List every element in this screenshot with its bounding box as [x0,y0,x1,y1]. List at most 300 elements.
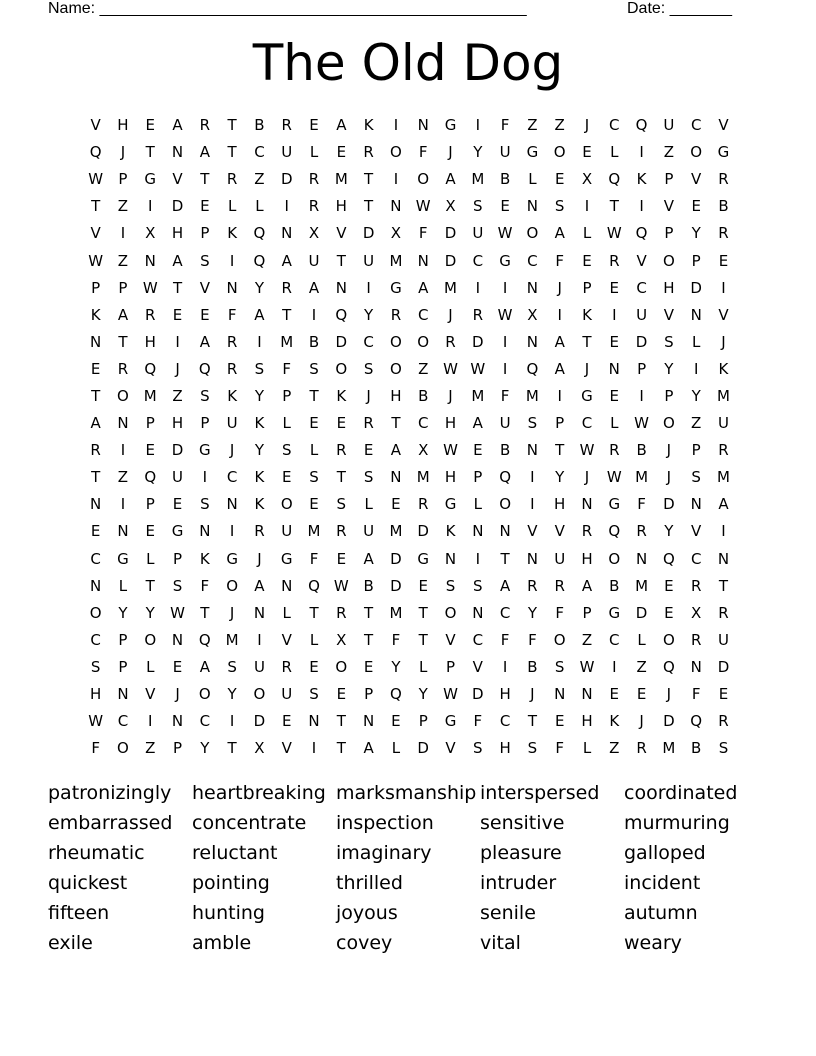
grid-letter[interactable]: M [635,468,649,487]
grid-letter[interactable]: C [226,468,238,487]
grid-letter[interactable]: P [637,359,647,378]
grid-letter[interactable]: T [364,197,374,216]
grid-letter[interactable]: H [663,278,675,297]
grid-letter[interactable]: V [718,305,729,324]
grid-letter[interactable]: N [281,224,293,243]
grid-letter[interactable]: E [718,685,729,704]
grid-letter[interactable]: E [145,441,155,460]
grid-letter[interactable]: R [336,603,347,622]
grid-letter[interactable]: V [554,522,565,541]
grid-letter[interactable]: A [90,414,101,433]
grid-letter[interactable]: T [364,603,374,622]
grid-letter[interactable]: M [280,332,294,351]
grid-letter[interactable]: P [145,414,155,433]
grid-letter[interactable]: G [608,603,621,622]
grid-letter[interactable]: A [363,549,374,568]
grid-letter[interactable]: H [554,495,566,514]
grid-letter[interactable]: Y [227,685,237,704]
grid-letter[interactable]: O [390,143,402,162]
grid-letter[interactable]: E [200,305,210,324]
grid-letter[interactable]: H [444,414,457,433]
grid-letter[interactable]: W [497,224,513,243]
grid-letter[interactable]: I [257,332,262,351]
grid-letter[interactable]: P [200,224,210,243]
grid-letter[interactable]: I [393,170,399,189]
grid-letter[interactable]: Q [308,576,320,595]
grid-letter[interactable]: M [389,522,403,541]
grid-letter[interactable]: G [581,386,593,405]
grid-letter[interactable]: S [527,739,538,758]
grid-letter[interactable]: S [281,441,292,460]
grid-letter[interactable]: I [475,278,481,297]
grid-letter[interactable]: L [637,630,646,649]
grid-letter[interactable]: E [418,576,428,595]
grid-letter[interactable]: Z [636,657,647,676]
grid-letter[interactable]: B [691,739,702,758]
grid-letter[interactable]: D [253,712,266,731]
grid-letter[interactable]: H [581,712,593,731]
grid-letter[interactable]: V [199,278,210,297]
grid-letter[interactable]: E [90,522,101,541]
grid-letter[interactable]: A [254,576,265,595]
grid-letter[interactable]: I [530,495,535,514]
grid-letter[interactable]: E [309,116,319,135]
date-field[interactable]: Date: _______ [627,0,732,17]
grid-letter[interactable]: Q [390,685,402,704]
grid-letter[interactable]: K [254,468,265,487]
grid-letter[interactable]: N [90,576,102,595]
grid-letter[interactable]: V [691,522,702,541]
grid-letter[interactable]: Y [664,359,674,378]
grid-letter[interactable]: S [200,495,210,514]
grid-letter[interactable]: E [336,414,347,433]
grid-letter[interactable]: Z [117,251,129,270]
grid-letter[interactable]: S [473,197,483,216]
grid-letter[interactable]: A [199,657,210,676]
grid-letter[interactable]: Q [635,116,648,135]
grid-letter[interactable]: R [527,576,538,595]
grid-letter[interactable]: P [691,251,701,270]
grid-letter[interactable]: P [418,712,428,731]
grid-letter[interactable]: I [229,522,235,541]
grid-letter[interactable]: E [391,495,401,514]
grid-letter[interactable]: C [199,712,211,731]
grid-letter[interactable]: G [526,143,539,162]
grid-letter[interactable]: S [527,414,538,433]
grid-letter[interactable]: E [172,657,183,676]
grid-letter[interactable]: T [418,630,428,649]
grid-letter[interactable]: S [363,468,374,487]
grid-letter[interactable]: W [88,712,104,731]
grid-letter[interactable]: U [717,630,729,649]
grid-letter[interactable]: K [254,414,265,433]
grid-letter[interactable]: Y [118,603,128,622]
grid-letter[interactable]: E [473,441,483,460]
grid-letter[interactable]: M [389,603,403,622]
grid-letter[interactable]: K [445,522,456,541]
grid-letter[interactable]: E [500,197,510,216]
grid-letter[interactable]: F [418,143,428,162]
grid-letter[interactable]: T [391,414,401,433]
grid-letter[interactable]: A [363,739,374,758]
grid-letter[interactable]: T [418,603,428,622]
grid-letter[interactable]: C [254,143,265,162]
grid-letter[interactable]: L [610,143,619,162]
grid-letter[interactable]: N [526,441,539,460]
grid-letter[interactable]: T [364,170,374,189]
grid-letter[interactable]: R [472,305,484,324]
grid-letter[interactable]: Y [473,143,483,162]
grid-letter[interactable]: E [336,549,347,568]
grid-letter[interactable]: I [120,441,126,460]
grid-letter[interactable]: Q [662,657,675,676]
grid-letter[interactable]: Y [364,305,374,324]
grid-letter[interactable]: J [584,359,590,378]
grid-letter[interactable]: C [609,630,620,649]
grid-letter[interactable]: G [444,495,457,514]
grid-letter[interactable]: R [690,630,702,649]
grid-letter[interactable]: M [471,170,485,189]
grid-letter[interactable]: X [527,305,538,324]
grid-letter[interactable]: M [471,386,485,405]
grid-letter[interactable]: X [581,170,593,189]
grid-letter[interactable]: R [281,657,292,676]
grid-letter[interactable]: Q [253,224,266,243]
grid-letter[interactable]: I [557,305,562,324]
grid-letter[interactable]: T [582,332,592,351]
grid-letter[interactable]: T [91,197,101,216]
grid-letter[interactable]: A [172,251,183,270]
grid-letter[interactable]: U [717,414,729,433]
grid-letter[interactable]: S [664,332,674,351]
grid-letter[interactable]: A [308,278,320,297]
grid-letter[interactable]: D [444,251,457,270]
grid-letter[interactable]: L [227,197,237,216]
grid-letter[interactable]: I [257,630,262,649]
grid-letter[interactable]: D [472,685,484,704]
grid-letter[interactable]: W [333,576,349,595]
grid-letter[interactable]: W [443,685,458,704]
grid-letter[interactable]: Q [690,712,703,731]
grid-letter[interactable]: D [280,170,293,189]
grid-letter[interactable]: S [554,657,565,676]
grid-letter[interactable]: E [609,278,620,297]
grid-letter[interactable]: X [254,739,265,758]
grid-letter[interactable]: U [499,143,511,162]
grid-letter[interactable]: P [200,414,210,433]
grid-letter[interactable]: E [200,197,210,216]
grid-letter[interactable]: B [254,116,265,135]
grid-letter[interactable]: F [555,739,565,758]
grid-letter[interactable]: Q [198,359,211,378]
grid-letter[interactable]: L [419,657,428,676]
grid-letter[interactable]: S [473,739,483,758]
grid-letter[interactable]: Q [499,468,511,487]
grid-letter[interactable]: U [226,414,238,433]
grid-letter[interactable]: C [499,603,511,622]
grid-letter[interactable]: J [557,278,562,297]
grid-letter[interactable]: G [280,549,293,568]
grid-letter[interactable]: L [582,224,592,243]
grid-letter[interactable]: N [690,495,702,514]
grid-letter[interactable]: T [336,251,346,270]
grid-letter[interactable]: P [473,468,483,487]
grid-letter[interactable]: X [336,630,347,649]
grid-letter[interactable]: M [717,386,730,405]
grid-letter[interactable]: P [664,224,674,243]
grid-letter[interactable]: J [666,685,672,704]
grid-letter[interactable]: P [91,278,101,297]
grid-letter[interactable]: M [307,522,321,541]
grid-letter[interactable]: E [172,305,183,324]
grid-letter[interactable]: I [502,657,508,676]
grid-letter[interactable]: T [118,332,128,351]
grid-letter[interactable]: C [363,332,374,351]
grid-letter[interactable]: O [662,414,675,433]
grid-letter[interactable]: Z [254,170,265,189]
grid-letter[interactable]: Q [608,170,621,189]
grid-letter[interactable]: Y [418,685,428,704]
grid-letter[interactable]: N [499,522,511,541]
grid-letter[interactable]: E [718,251,729,270]
grid-letter[interactable]: Q [662,549,675,568]
grid-letter[interactable]: C [581,414,593,433]
grid-letter[interactable]: N [608,359,620,378]
grid-letter[interactable]: T [309,603,319,622]
grid-letter[interactable]: H [90,685,102,704]
grid-letter[interactable]: R [417,495,429,514]
grid-letter[interactable]: U [636,305,648,324]
grid-letter[interactable]: B [418,386,429,405]
grid-letter[interactable]: N [117,522,129,541]
grid-letter[interactable]: N [690,305,702,324]
grid-letter[interactable]: R [718,712,729,731]
grid-letter[interactable]: N [472,603,484,622]
grid-letter[interactable]: R [609,251,620,270]
grid-letter[interactable]: K [636,170,647,189]
grid-letter[interactable]: P [118,278,128,297]
grid-letter[interactable]: D [717,657,730,676]
grid-letter[interactable]: Z [117,468,129,487]
grid-letter[interactable]: H [335,197,347,216]
grid-letter[interactable]: D [390,549,402,568]
grid-letter[interactable]: S [718,739,729,758]
grid-letter[interactable]: H [499,685,511,704]
grid-letter[interactable]: E [554,170,565,189]
grid-letter[interactable]: W [88,170,104,189]
grid-letter[interactable]: N [526,549,539,568]
grid-letter[interactable]: Y [145,603,155,622]
grid-letter[interactable]: M [635,576,649,595]
grid-letter[interactable]: Q [89,143,102,162]
grid-letter[interactable]: R [226,170,238,189]
grid-letter[interactable]: Z [554,116,565,135]
grid-letter[interactable]: C [90,630,101,649]
grid-letter[interactable]: M [416,468,430,487]
grid-letter[interactable]: T [145,143,155,162]
grid-letter[interactable]: V [691,170,702,189]
grid-letter[interactable]: J [366,386,371,405]
grid-letter[interactable]: V [527,522,538,541]
grid-letter[interactable]: I [311,305,317,324]
grid-letter[interactable]: I [721,278,726,297]
grid-letter[interactable]: V [90,116,101,135]
grid-letter[interactable]: T [336,468,346,487]
grid-letter[interactable]: N [717,549,730,568]
grid-letter[interactable]: I [475,549,481,568]
grid-letter[interactable]: A [472,414,483,433]
grid-letter[interactable]: I [584,197,590,216]
grid-letter[interactable]: R [308,197,320,216]
grid-letter[interactable]: I [229,251,235,270]
grid-letter[interactable]: R [581,522,593,541]
grid-letter[interactable]: O [662,251,675,270]
grid-letter[interactable]: Z [172,386,183,405]
grid-letter[interactable]: G [226,549,238,568]
grid-letter[interactable]: D [472,332,484,351]
grid-letter[interactable]: O [608,549,621,568]
grid-letter[interactable]: L [282,603,291,622]
grid-letter[interactable]: H [499,739,511,758]
grid-letter[interactable]: R [718,441,729,460]
grid-letter[interactable]: G [144,170,157,189]
grid-letter[interactable]: E [336,143,347,162]
grid-letter[interactable]: R [254,522,265,541]
grid-letter[interactable]: I [311,739,317,758]
grid-letter[interactable]: N [171,630,184,649]
grid-letter[interactable]: F [91,739,100,758]
grid-letter[interactable]: N [117,685,129,704]
grid-letter[interactable]: I [229,712,235,731]
grid-letter[interactable]: M [525,386,539,405]
grid-letter[interactable]: V [90,224,101,243]
grid-letter[interactable]: K [199,549,210,568]
grid-letter[interactable]: O [335,359,348,378]
grid-letter[interactable]: J [175,685,180,704]
grid-letter[interactable]: D [690,278,702,297]
grid-letter[interactable]: C [636,278,647,297]
grid-letter[interactable]: S [473,576,483,595]
grid-letter[interactable]: W [634,414,649,433]
grid-letter[interactable]: F [227,305,237,324]
grid-letter[interactable]: S [200,251,210,270]
grid-letter[interactable]: V [445,739,456,758]
grid-letter[interactable]: L [692,332,701,351]
grid-letter[interactable]: Y [691,386,701,405]
grid-letter[interactable]: W [415,197,431,216]
grid-letter[interactable]: O [390,332,402,351]
grid-letter[interactable]: X [390,224,402,243]
grid-letter[interactable]: V [281,630,292,649]
grid-letter[interactable]: G [444,116,457,135]
grid-letter[interactable]: S [309,468,319,487]
grid-letter[interactable]: X [145,224,156,243]
grid-letter[interactable]: D [417,522,429,541]
grid-letter[interactable]: A [718,495,729,514]
grid-letter[interactable]: I [639,197,644,216]
grid-letter[interactable]: O [662,630,675,649]
grid-letter[interactable]: N [417,251,429,270]
grid-letter[interactable]: F [500,116,510,135]
grid-letter[interactable]: O [144,630,157,649]
grid-letter[interactable]: T [336,712,346,731]
grid-letter[interactable]: K [582,305,592,324]
grid-letter[interactable]: A [254,305,265,324]
grid-letter[interactable]: A [117,305,129,324]
grid-letter[interactable]: J [584,468,590,487]
grid-letter[interactable]: W [579,441,595,460]
grid-letter[interactable]: A [336,116,347,135]
grid-letter[interactable]: N [144,251,156,270]
grid-letter[interactable]: T [500,549,510,568]
grid-letter[interactable]: G [499,251,511,270]
grid-letter[interactable]: N [390,197,402,216]
grid-letter[interactable]: A [554,332,565,351]
grid-letter[interactable]: J [229,441,235,460]
grid-letter[interactable]: R [554,576,565,595]
grid-letter[interactable]: T [718,576,729,595]
grid-letter[interactable]: T [145,576,155,595]
grid-letter[interactable]: V [718,116,729,135]
grid-letter[interactable]: F [555,251,565,270]
grid-letter[interactable]: R [145,305,156,324]
grid-letter[interactable]: P [664,386,674,405]
grid-letter[interactable]: F [555,603,565,622]
grid-letter[interactable]: I [366,278,371,297]
grid-letter[interactable]: G [717,143,730,162]
grid-letter[interactable]: S [172,576,183,595]
grid-letter[interactable]: E [309,495,319,514]
grid-letter[interactable]: N [526,197,539,216]
grid-letter[interactable]: V [472,657,483,676]
grid-letter[interactable]: K [336,386,347,405]
grid-letter[interactable]: A [281,251,292,270]
grid-letter[interactable]: T [172,278,183,297]
grid-letter[interactable]: W [142,278,158,297]
grid-letter[interactable]: N [90,495,102,514]
grid-letter[interactable]: Q [635,224,648,243]
grid-letter[interactable]: O [253,685,266,704]
grid-letter[interactable]: R [445,332,456,351]
grid-letter[interactable]: K [609,712,620,731]
grid-letter[interactable]: D [663,495,675,514]
grid-letter[interactable]: I [475,116,481,135]
grid-letter[interactable]: I [639,143,644,162]
grid-letter[interactable]: N [363,712,375,731]
grid-letter[interactable]: O [335,657,348,676]
grid-letter[interactable]: I [502,332,508,351]
grid-letter[interactable]: D [362,224,375,243]
grid-letter[interactable]: T [309,386,319,405]
grid-letter[interactable]: S [309,685,319,704]
grid-letter[interactable]: T [200,603,210,622]
grid-letter[interactable]: B [308,332,320,351]
name-field[interactable]: Name: ________________________________________________ [48,0,527,17]
grid-letter[interactable]: L [610,414,619,433]
grid-letter[interactable]: I [502,278,508,297]
grid-letter[interactable]: B [718,197,729,216]
grid-letter[interactable]: C [690,549,702,568]
grid-letter[interactable]: L [364,495,373,514]
grid-letter[interactable]: C [472,630,484,649]
grid-letter[interactable]: E [363,657,374,676]
grid-letter[interactable]: U [172,468,184,487]
grid-letter[interactable]: N [90,332,102,351]
grid-letter[interactable]: X [691,603,702,622]
grid-letter[interactable]: R [226,332,238,351]
grid-letter[interactable]: V [281,739,292,758]
grid-letter[interactable]: C [499,712,511,731]
